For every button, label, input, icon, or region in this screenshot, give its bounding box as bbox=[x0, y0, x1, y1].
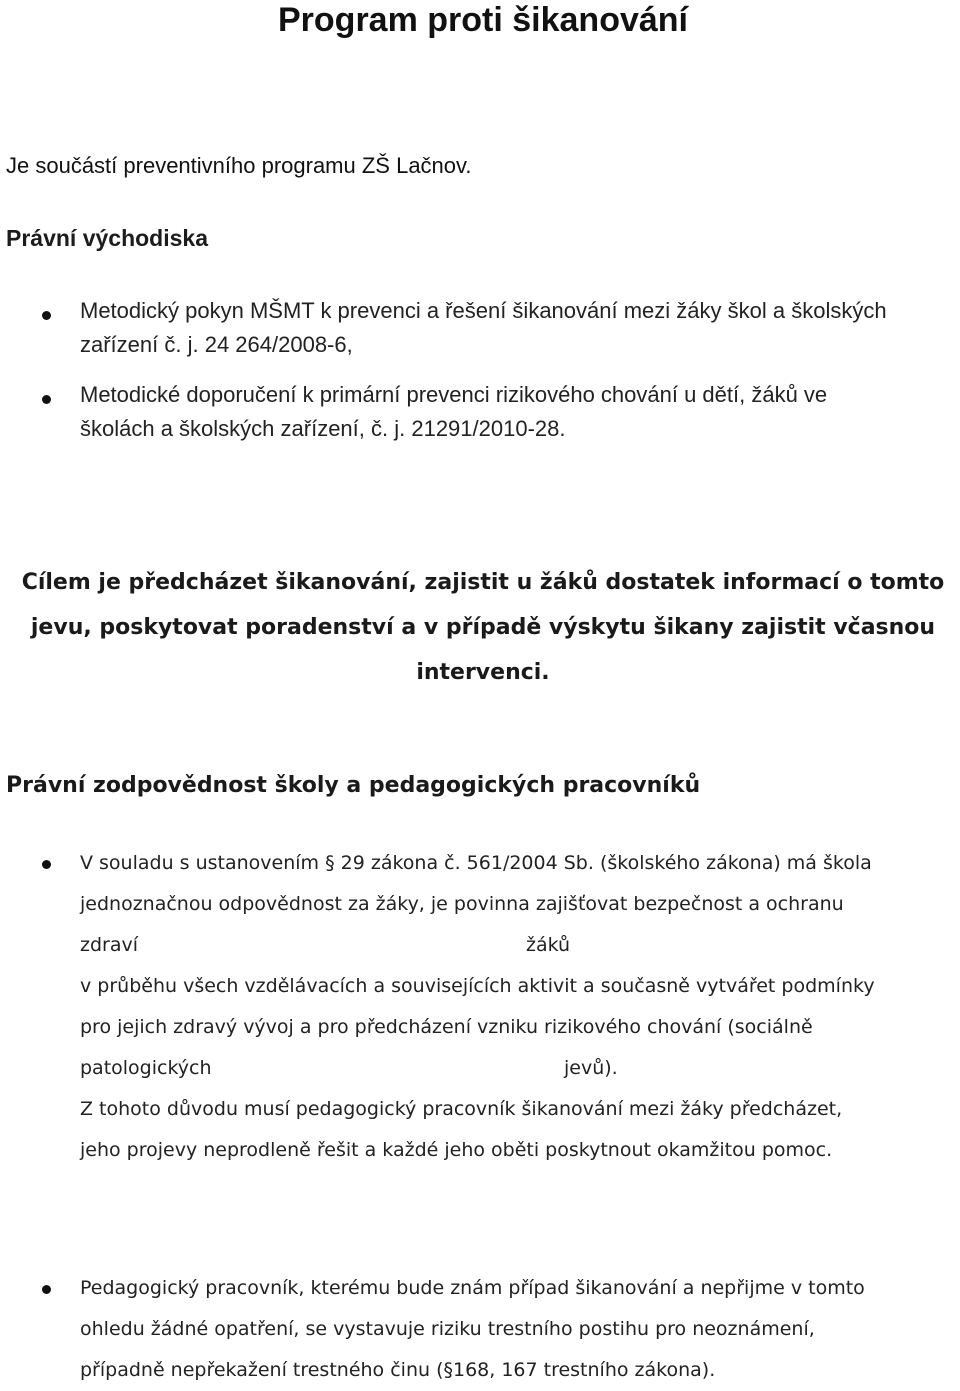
bullet-icon bbox=[42, 311, 51, 320]
text-line bbox=[80, 1048, 958, 1089]
list-item-line: zařízení č. j. 24 264/2008-6, bbox=[80, 332, 353, 357]
goal-line: Cílem je předcházet šikanování, zajistit u žáků dostatek informací o tomto bbox=[21, 570, 945, 595]
text-line: ohledu žádné opatření, se vystavuje riziku trestního postihu pro neoznámení, bbox=[80, 1318, 815, 1340]
text-line: jeho projevy neprodleně řešit a každé jeho oběti poskytnout okamžitou pomoc. bbox=[80, 1139, 833, 1161]
responsibility-heading: Právní zodpovědnost školy a pedagogických pracovníků bbox=[6, 773, 701, 798]
liability-item bbox=[80, 1268, 958, 1391]
text-line: případně nepřekažení trestného činu (§168, 167 trestního zákona). bbox=[80, 1359, 716, 1381]
text-line bbox=[80, 925, 958, 966]
list-item-line: Metodické doporučení k primární prevenci rizikového chování u dětí, žáků ve bbox=[80, 382, 828, 407]
legal-basis-heading: Právní východiska bbox=[6, 225, 208, 251]
bullet-icon bbox=[42, 1285, 51, 1294]
goal-line: jevu, poskytovat poradenství a v případě výskytu šikany zajistit včasnou bbox=[30, 615, 936, 640]
document-title: Program proti šikanování bbox=[278, 1, 688, 39]
text-fragment: zdraví bbox=[80, 934, 139, 956]
goal-statement bbox=[0, 560, 960, 695]
responsibility-item bbox=[80, 843, 958, 1171]
list-item-line: školách a školských zařízení, č. j. 21291/2010-28. bbox=[80, 416, 566, 441]
list-item bbox=[0, 294, 960, 362]
list-item bbox=[0, 378, 960, 446]
text-line: v průběhu všech vzdělávacích a souvisejících aktivit a současně vytvářet podmínky bbox=[80, 975, 875, 997]
text-line: Pedagogický pracovník, kterému bude znám případ šikanování a nepřijme v tomto bbox=[80, 1277, 865, 1299]
text-fragment: jevů). bbox=[564, 1057, 618, 1079]
list-item-line: Metodický pokyn MŠMT k prevenci a řešení šikanování mezi žáky škol a školských bbox=[80, 298, 887, 323]
legal-basis-list bbox=[0, 294, 960, 446]
goal-line: intervenci. bbox=[416, 660, 550, 685]
text-line: pro jejich zdravý vývoj a pro předcházení vzniku rizikového chování (sociálně bbox=[80, 1016, 813, 1038]
text-fragment: patologických bbox=[80, 1057, 212, 1079]
text-line: Z tohoto důvodu musí pedagogický pracovník šikanování mezi žáky předcházet, bbox=[80, 1098, 843, 1120]
bullet-icon bbox=[42, 860, 51, 869]
intro-text: Je součástí preventivního programu ZŠ Lačnov. bbox=[6, 153, 472, 178]
text-fragment: žáků bbox=[526, 934, 571, 956]
text-line: V souladu s ustanovením § 29 zákona č. 561/2004 Sb. (školského zákona) má škola bbox=[80, 852, 872, 874]
bullet-icon bbox=[42, 395, 51, 404]
text-line: jednoznačnou odpovědnost za žáky, je povinna zajišťovat bezpečnost a ochranu bbox=[80, 893, 844, 915]
